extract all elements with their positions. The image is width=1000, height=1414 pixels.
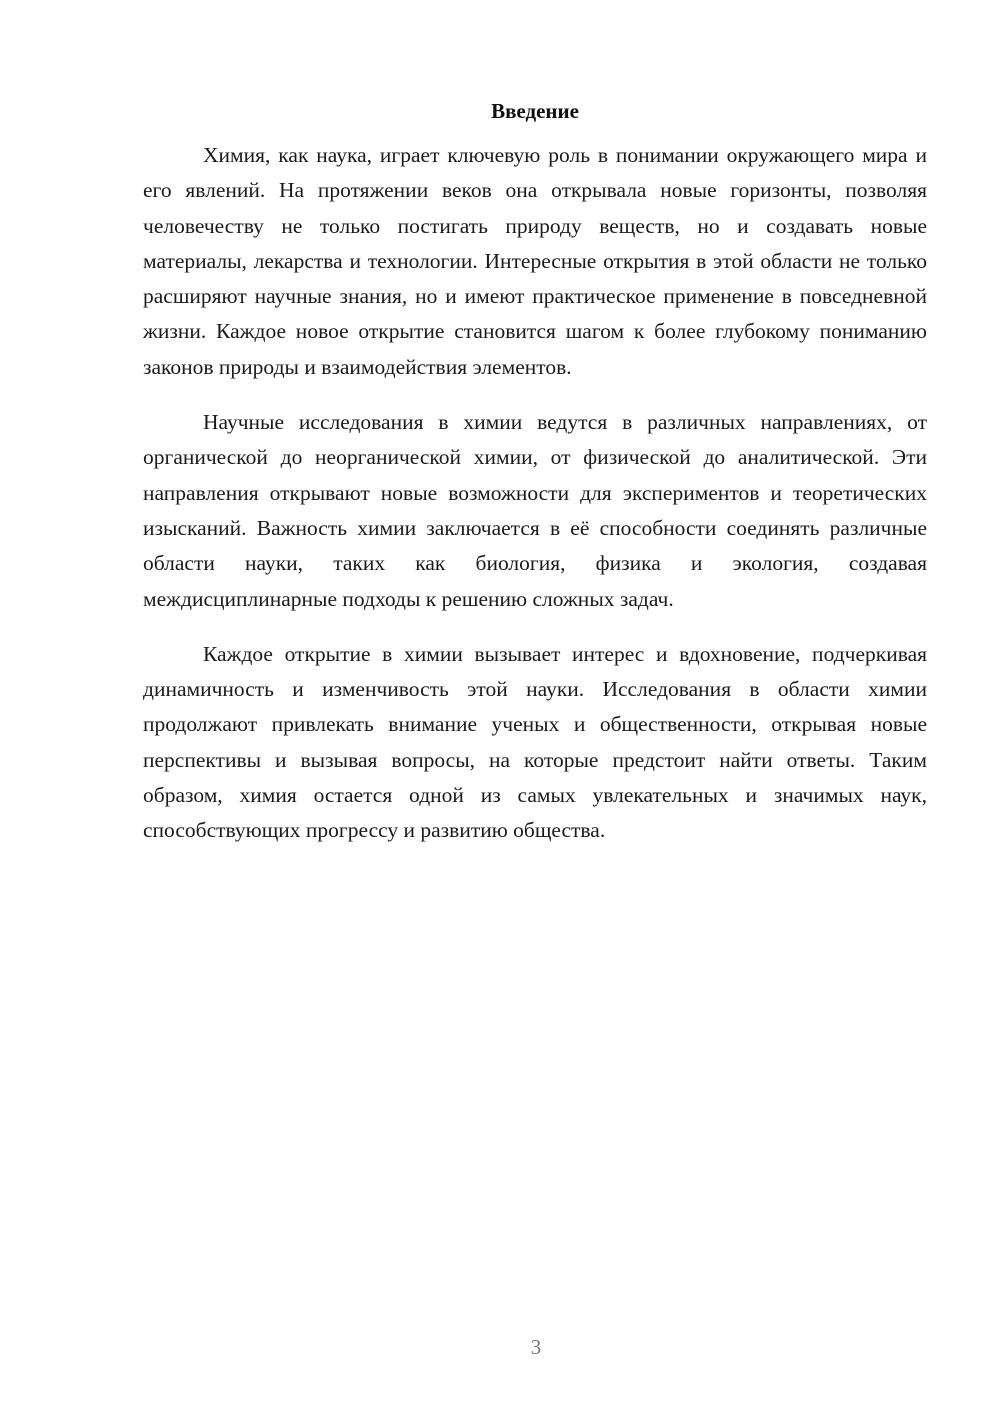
paragraph-3: Каждое открытие в химии вызывает интерес и вдохновение, подчеркивая динамичность и изменчивость этой науки. Исследования в области химии продолжают привлекать внимание ученых и общественности, открывая новые перспективы и вызывая вопросы, на которые предстоит найти ответы. Таким образом, химия остается одной из самых увлекательных и значимых наук, способствующих прогрессу и развитию общества. xyxy=(143,641,927,843)
section-heading: Введение xyxy=(491,99,579,123)
page-number: 3 xyxy=(530,1335,542,1359)
paragraph-1: Химия, как наука, играет ключевую роль в понимании окружающего мира и его явлений. На протяжении веков она открывала новые горизонты, позволяя человечеству не только постигать природу веществ, но и создавать новые материалы, лекарства и технологии. Интересные открытия в этой области не только расширяют научные знания, но и имеют практическое применение в повседневной жизни. Каждое новое открытие становится шагом к более глубокому пониманию законов природы и взаимодействия элементов. xyxy=(143,143,927,379)
paragraph-2: Научные исследования в химии ведутся в различных направлениях, от органической до неорганической химии, от физической до аналитической. Эти направления открывают новые возможности для экспериментов и теоретических изысканий. Важность химии заключается в её способности соединять различные области науки, таких как биология, физика и экология, создавая междисциплинарные подходы к решению сложных задач. xyxy=(143,410,927,611)
page-content xyxy=(143,96,927,849)
